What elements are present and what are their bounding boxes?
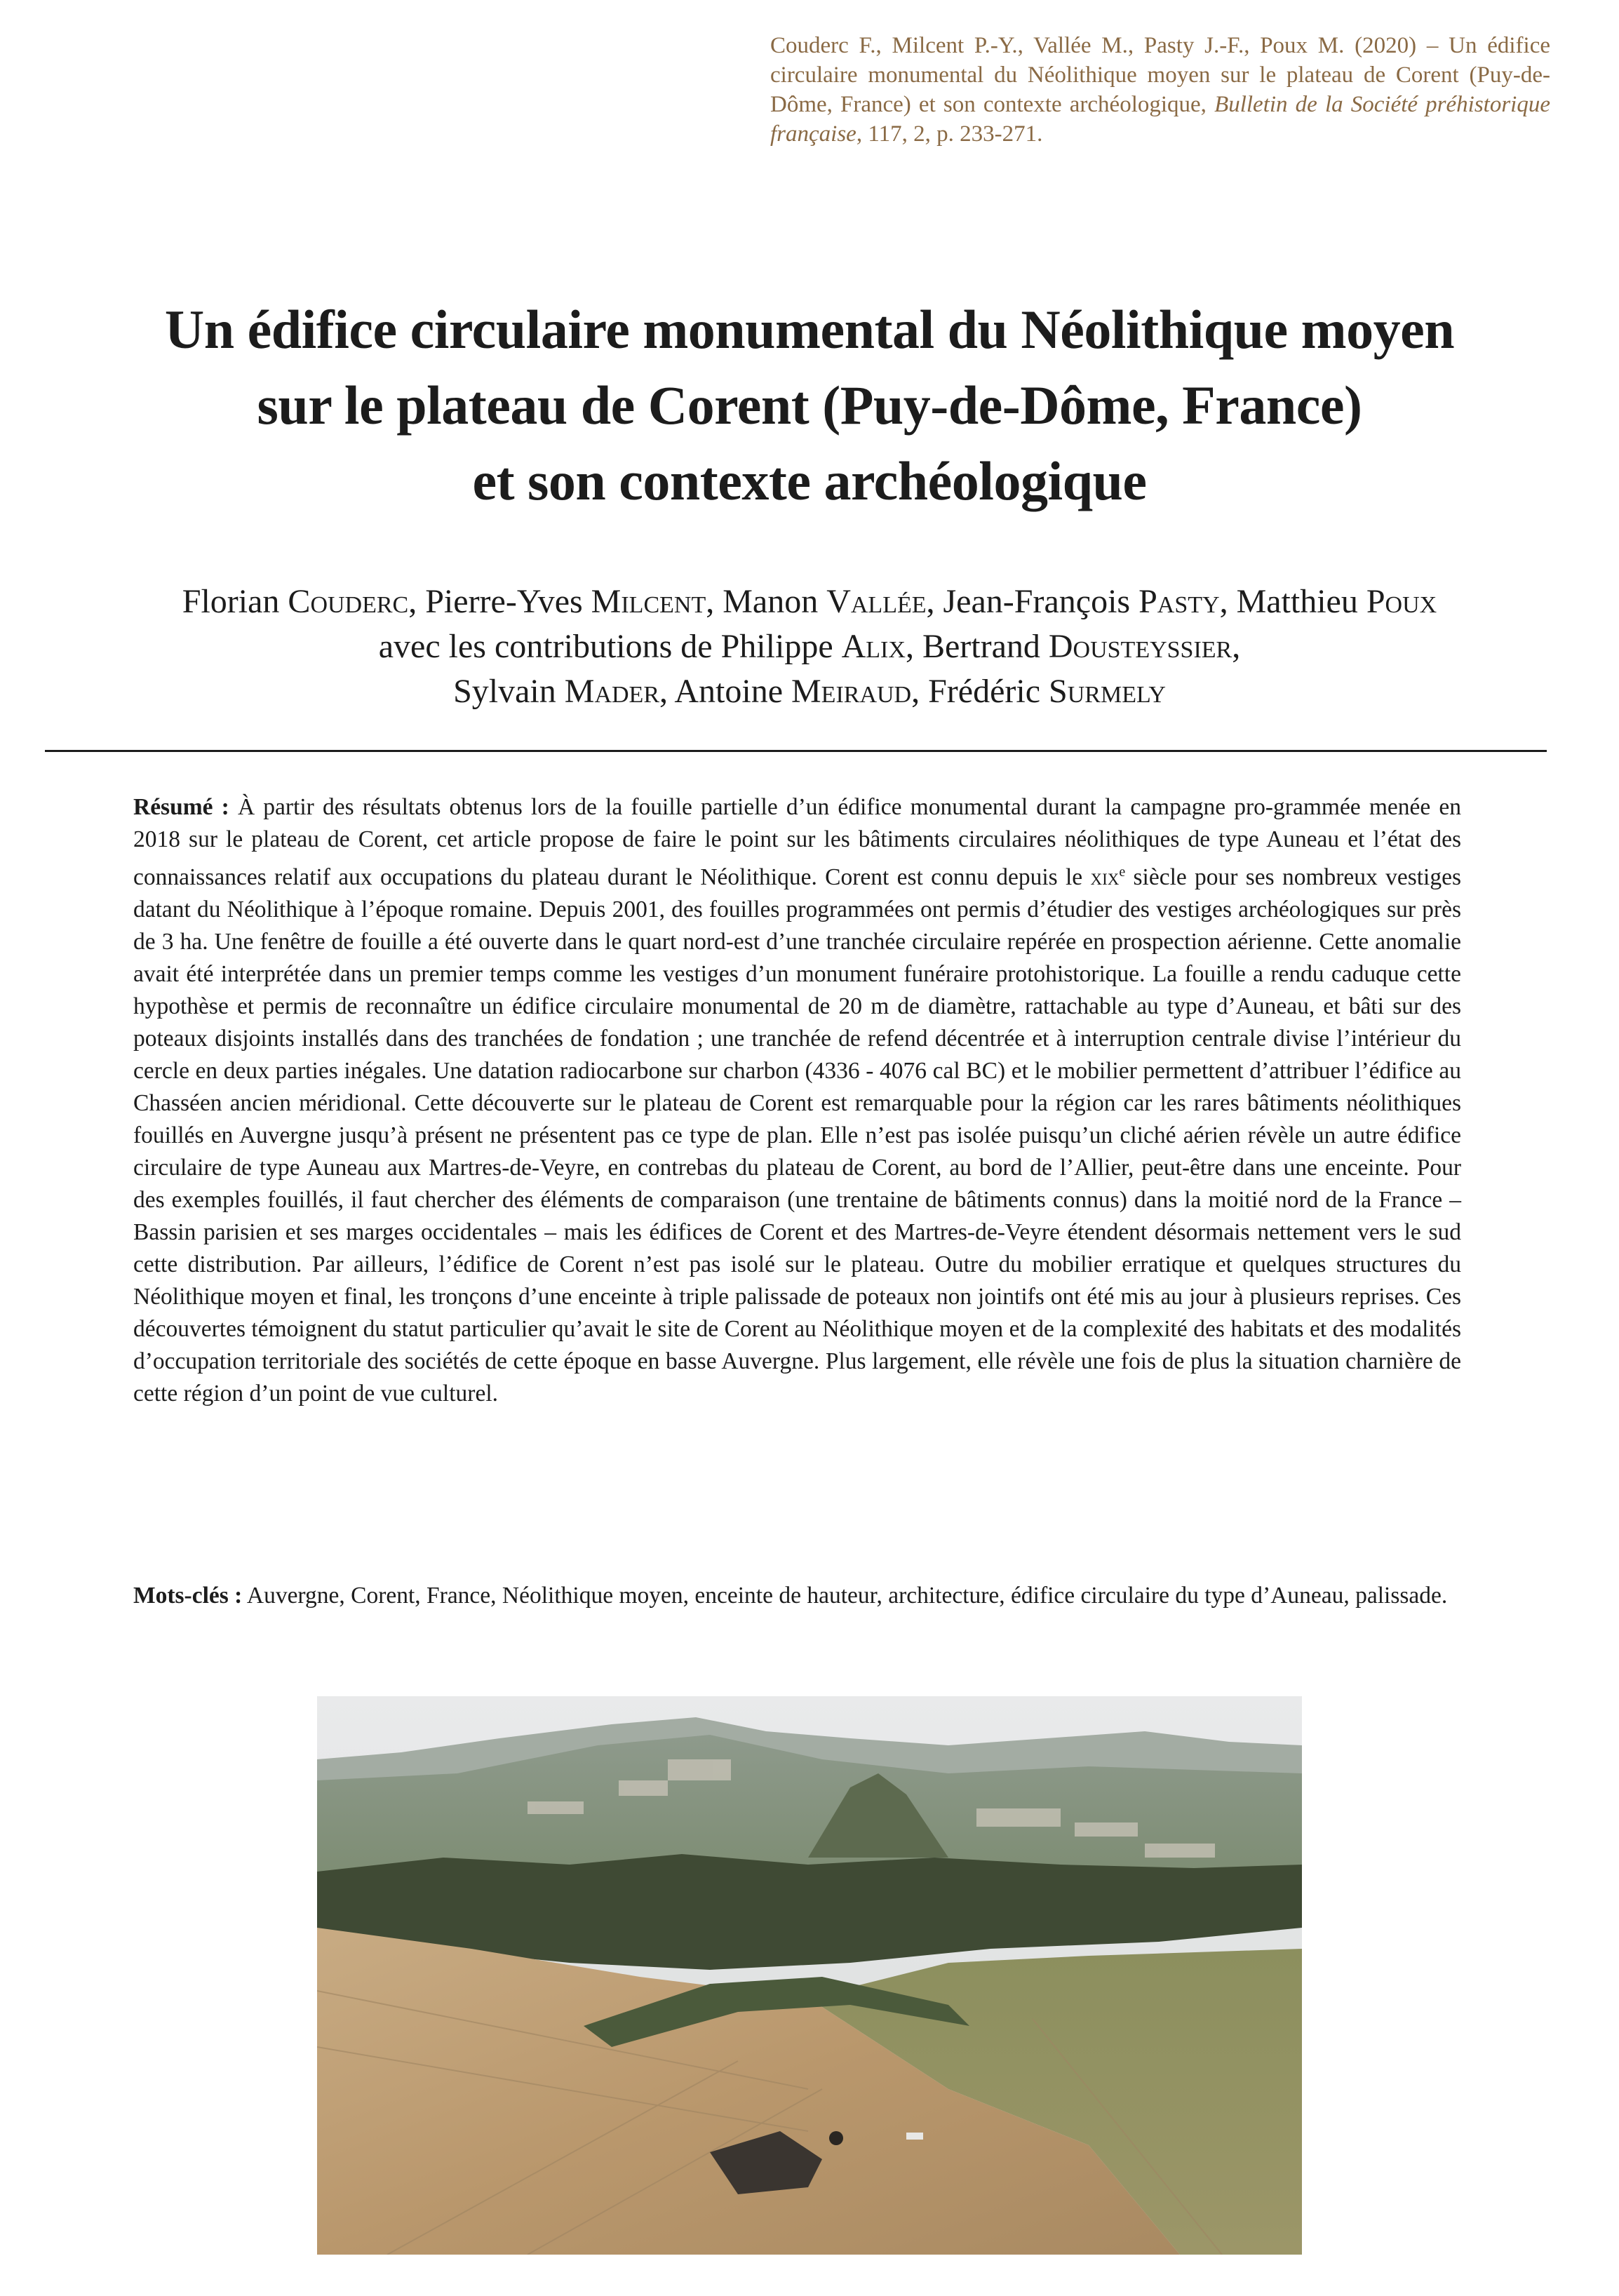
citation-reference xyxy=(770,31,1550,149)
author-first-name: Florian xyxy=(182,583,288,620)
abstract-century-sup: e xyxy=(1119,864,1126,880)
author-last-name: Poux xyxy=(1366,583,1437,620)
author-last-name: Vallée xyxy=(826,583,927,620)
author-first-name: Pierre-Yves xyxy=(425,583,591,620)
author-separator: , xyxy=(1219,583,1237,620)
author-last-name: Mader xyxy=(564,673,659,710)
title-line-2: sur le plateau de Corent (Puy-de-Dôme, France) xyxy=(257,375,1362,436)
aerial-photograph xyxy=(317,1696,1302,2255)
author-first-name: Matthieu xyxy=(1236,583,1366,620)
author-last-name: Milcent xyxy=(591,583,706,620)
keywords-text: Auvergne, Corent, France, Néolithique moyen, enceinte de hauteur, architecture, édifice circulaire du type d’Auneau, palissade. xyxy=(242,1583,1448,1609)
title-line-1: Un édifice circulaire monumental du Néolithique moyen xyxy=(164,299,1455,360)
author-separator: , xyxy=(926,583,943,620)
author-separator: , xyxy=(706,583,723,620)
author-last-name: Couderc xyxy=(288,583,409,620)
authors-line-3 xyxy=(42,669,1577,714)
article-title xyxy=(42,292,1577,519)
author-separator: , xyxy=(408,583,426,620)
abstract-century: xix xyxy=(1090,864,1120,891)
photo-vehicle xyxy=(906,2133,923,2140)
author-first-name: Frédéric xyxy=(928,673,1049,710)
author-first-name: Jean-François xyxy=(943,583,1139,620)
author-separator: , xyxy=(911,673,929,710)
contributions-prefix: avec les contributions de xyxy=(378,628,721,665)
author-first-name: Antoine xyxy=(674,673,791,710)
header-divider xyxy=(45,750,1547,752)
citation-journal: Bulletin de la Société préhistorique française xyxy=(770,92,1550,147)
author-separator: , xyxy=(1232,628,1241,665)
abstract-text-part-2: siècle pour ses nombreux vestiges datant du Néolithique à l’époque romaine. Depuis 2001, des fouilles programmées ont permis d’étudier des vestiges archéologiques sur près de 3 ha. Une fenêtre de fouille a été ouverte dans le quart nord-est d’une tranchée circulaire repérée en prospection aérienne. Cette anomalie avait été interprétée dans un premier temps comme les vestiges d’un monument funéraire protohistorique. La fouille a rendu caduque cette hypothèse et permis de reconnaître un édifice circulaire monumental de 20 m de diamètre, rattachable au type d’Auneau, et bâti sur des poteaux disjoints installés dans des tranchées de fondation ; une tranchée de refend décentrée et à interruption centrale divise l’intérieur du cercle en deux parties inégales. Une datation radiocarbone sur charbon (4336 - 4076 cal BC) et le mobilier permettent d’attribuer l’édifice au Chasséen ancien méridional. Cette découverte sur le plateau de Corent est remarquable pour la région car les rares bâtiments néolithiques fouillés en Auvergne jusqu’à présent ne présentent pas ce type de plan. Elle n’est pas isolée puisqu’un cliché aérien révèle un autre édifice circulaire de type Auneau aux Martres-de-Veyre, en contrebas du plateau de Corent, au bord de l’Allier, peut-être dans une enceinte. Pour des exemples fouillés, il faut chercher des éléments de comparaison (une trentaine de bâtiments connus) dans la moitié nord de la France – Bassin parisien et ses marges occidentales – mais les édifices de Corent et des Martres-de-Veyre étendent désormais nettement vers le sud cette distribution. Par ailleurs, l’édifice de Corent n’est pas isolé sur le plateau. Outre du mobilier erratique et quelques structures du Néolithique moyen et final, les tronçons d’une enceinte à triple palissade de poteaux non jointifs ont été mis au jour à plusieurs reprises. Ces découvertes témoignent du statut particulier qu’avait le site de Corent au Néolithique moyen et de la complexité des habitats et des modalités d’occupation territoriale des sociétés de cette époque en basse Auvergne. Plus largement, elle révèle une fois de plus la situation charnière de cette région d’un point de vue culturel. xyxy=(133,864,1461,1407)
author-first-name: Bertrand xyxy=(922,628,1049,665)
title-line-3: et son contexte archéologique xyxy=(472,450,1147,511)
author-last-name: Pasty xyxy=(1138,583,1220,620)
author-last-name: Meiraud xyxy=(791,673,912,710)
author-last-name: Surmely xyxy=(1049,673,1166,710)
abstract-label: Résumé : xyxy=(133,794,229,820)
author-separator: , xyxy=(659,673,675,710)
citation-details: , 117, 2, p. 233-271. xyxy=(856,121,1043,147)
abstract-text-part-1: À partir des résultats obtenus lors de la fouille partielle d’un édifice monumental durant la campagne pro-grammée menée en 2018 sur le plateau de Corent, cet article propose de faire le point sur les bâtiments circulaires néolithiques de type Auneau et l’état des connaissances relatif aux occupations du plateau durant le Néolithique. Corent est connu depuis le xyxy=(133,794,1461,891)
citation-text: Couderc F., Milcent P.-Y., Vallée M., Pasty J.-F., Poux M. (2020) – Un édifice circulaire monumental du Néolithique moyen sur le plateau de Corent (Puy-de-Dôme, France) et son contexte archéologique, xyxy=(770,33,1550,117)
keywords-paragraph xyxy=(133,1580,1461,1612)
authors-line-1 xyxy=(42,579,1577,624)
keywords-label: Mots-clés : xyxy=(133,1583,243,1609)
photo-pit xyxy=(829,2131,843,2145)
author-first-name: Philippe xyxy=(720,628,842,665)
author-last-name: Dousteyssier xyxy=(1048,628,1232,665)
author-separator: , xyxy=(905,628,922,665)
author-first-name: Sylvain xyxy=(453,673,565,710)
author-list xyxy=(42,579,1577,714)
author-first-name: Manon xyxy=(723,583,827,620)
abstract-paragraph xyxy=(133,791,1461,1410)
authors-line-2 xyxy=(42,624,1577,669)
author-last-name: Alix xyxy=(841,628,906,665)
